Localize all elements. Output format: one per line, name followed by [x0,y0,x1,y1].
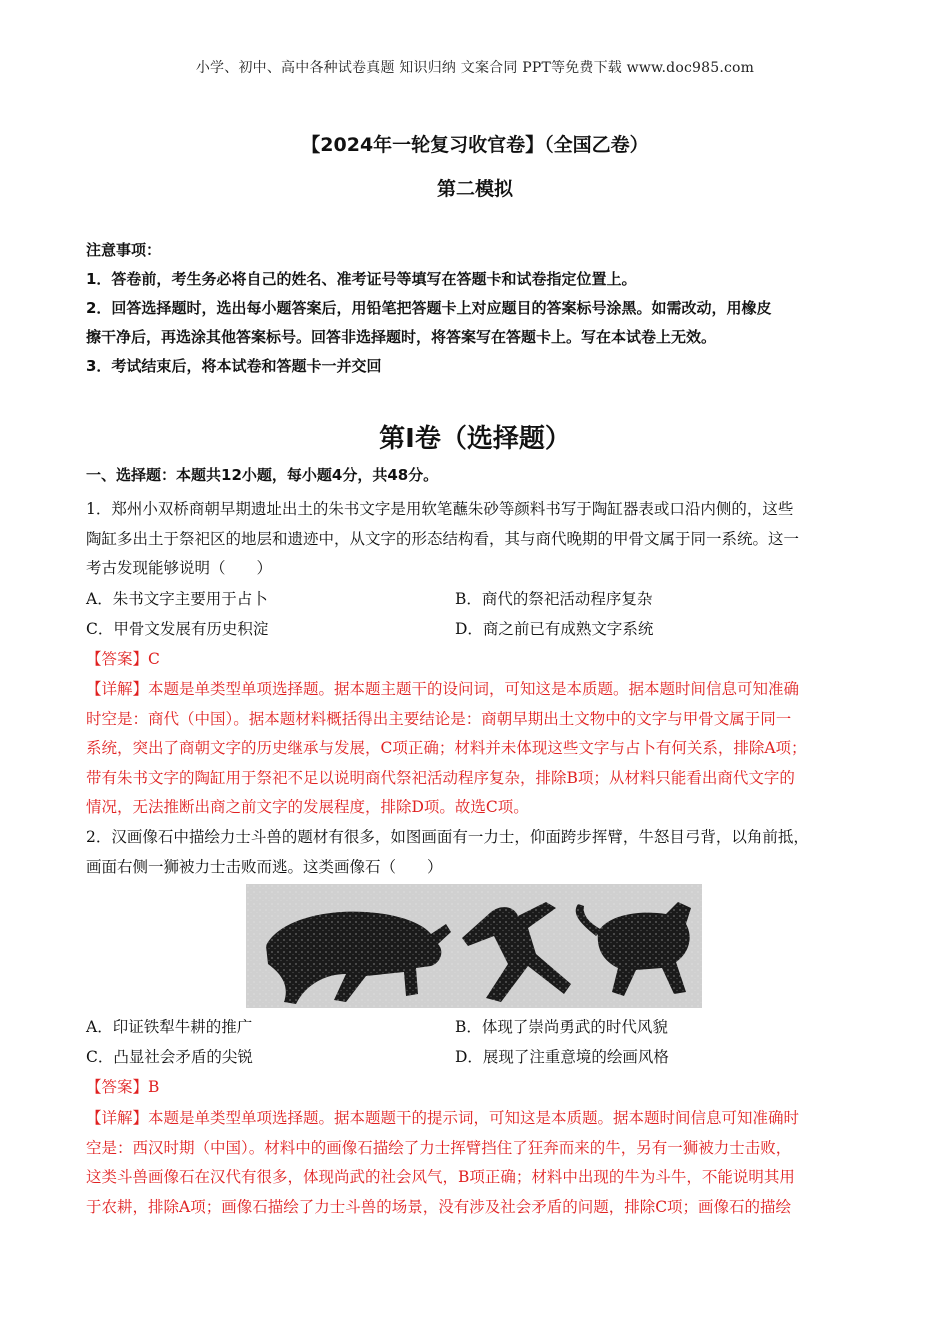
question-1-explanation [86,675,876,823]
option-d: D．展现了注重意境的绘画风格 [455,1048,669,1066]
explain-label: 【详解】 [86,1109,149,1127]
explain-label: 【详解】 [86,680,149,698]
explain-line: 情况，无法推断出商之前文字的发展程度，排除D项。故选C项。 [86,798,529,816]
question-1-options [86,584,876,644]
header-watermark: 小学、初中、高中各种试卷真题 知识归纳 文案合同 PPT等免费下载 www.doc985.com [195,60,755,76]
stone-rubbing-image [246,884,702,1008]
explain-line: 这类斗兽画像石在汉代有很多，体现尚武的社会风气，B项正确；材料中出现的牛为斗牛，不能说明其用 [86,1168,795,1186]
explain-line: 本题是单类型单项选择题。据本题主题干的设问词，可知这是本质题。据本题时间信息可知准确 [148,680,800,698]
question-1-stem [86,495,876,584]
option-b: B．商代的祭祀活动程序复杂 [455,590,653,608]
notice-heading: 注意事项： [86,241,162,259]
stem-line: 陶缸多出土于祭祀区的地层和遗迹中，从文字的形态结构看，其与商代晚期的甲骨文属于同一系统。这一 [86,529,800,548]
notice-item: 3．考试结束后，将本试卷和答题卡一并交回 [86,357,382,375]
option-c: C．凸显社会矛盾的尖锐 [86,1048,253,1066]
notice-item: 擦干净后，再选涂其他答案标号。回答非选择题时，将答案写在答题卡上。写在本试卷上无效。 [86,328,717,346]
explain-line: 空是：西汉时期（中国）。材料中的画像石描绘了力士挥臂挡住了狂奔而来的牛，另有一狮被力士击败， [86,1138,792,1157]
option-d: D．商之前已有成熟文字系统 [455,620,654,638]
explain-line: 于农耕，排除A项；画像石描绘了力士斗兽的场景，没有涉及社会矛盾的问题，排除C项；画像石的描绘 [86,1197,792,1216]
option-a: A．朱书文字主要用于占卜 [86,590,268,608]
answer-value: C [148,650,160,668]
notice-item: 1．答卷前，考生务必将自己的姓名、准考证号等填写在答题卡和试卷指定位置上。 [86,270,637,288]
explain-line: 系统，突出了商朝文字的历史继承与发展，C项正确；材料并未体现这些文字与占卜有何关系，排除A项； [86,739,807,757]
question-2-options [86,1012,876,1072]
option-c: C．甲骨文发展有历史积淀 [86,620,269,638]
section-title: 第I卷（选择题） [379,424,571,454]
exam-subtitle: 第二模拟 [436,178,513,200]
stem-line: 1．郑州小双桥商朝早期遗址出土的朱书文字是用软笔蘸朱砂等颜料书写于陶缸器表或口沿内侧的，这些 [86,500,794,518]
stem-line: 考古发现能够说明（ ） [86,559,273,577]
notice-block [86,236,876,381]
notice-item: 2．回答选择题时，选出每小题答案后，用铅笔把答题卡上对应题目的答案标号涂黑。如需改动，用橡皮 [86,299,772,317]
question-2-answer [86,1073,876,1103]
stem-line: 2．汉画像石中描绘力士斗兽的题材有很多，如图画面有一力士，仰面跨步挥臂，牛怒目弓背，以角前抵， [86,828,809,846]
question-2-explanation [86,1104,876,1222]
explain-line: 带有朱书文字的陶缸用于祭祀不足以说明商代祭祀活动程序复杂，排除B项；从材料只能看出商代文字的 [86,768,795,787]
exam-title: 【2024年一轮复习收官卷】（全国乙卷） [301,134,649,156]
question-2-stem [86,823,876,882]
explain-line: 本题是单类型单项选择题。据本题题干的提示词，可知这是本质题。据本题时间信息可知准确时 [148,1109,800,1127]
answer-label: 【答案】 [86,1078,149,1096]
option-b: B．体现了崇尚勇武的时代风貌 [455,1018,668,1036]
option-a: A．印证铁犁牛耕的推广 [86,1018,253,1036]
answer-value: B [148,1078,160,1096]
question-1-answer [86,645,876,675]
explain-line: 时空是：商代（中国）。据本题材料概括得出主要结论是：商朝早期出土文物中的文字与甲骨文属于同一 [86,709,792,728]
answer-label: 【答案】 [86,650,149,668]
stem-line: 画面右侧一狮被力士击败而逃。这类画像石（ ） [86,857,443,876]
part-heading: 一、选择题：本题共12小题，每小题4分，共48分。 [86,466,439,484]
